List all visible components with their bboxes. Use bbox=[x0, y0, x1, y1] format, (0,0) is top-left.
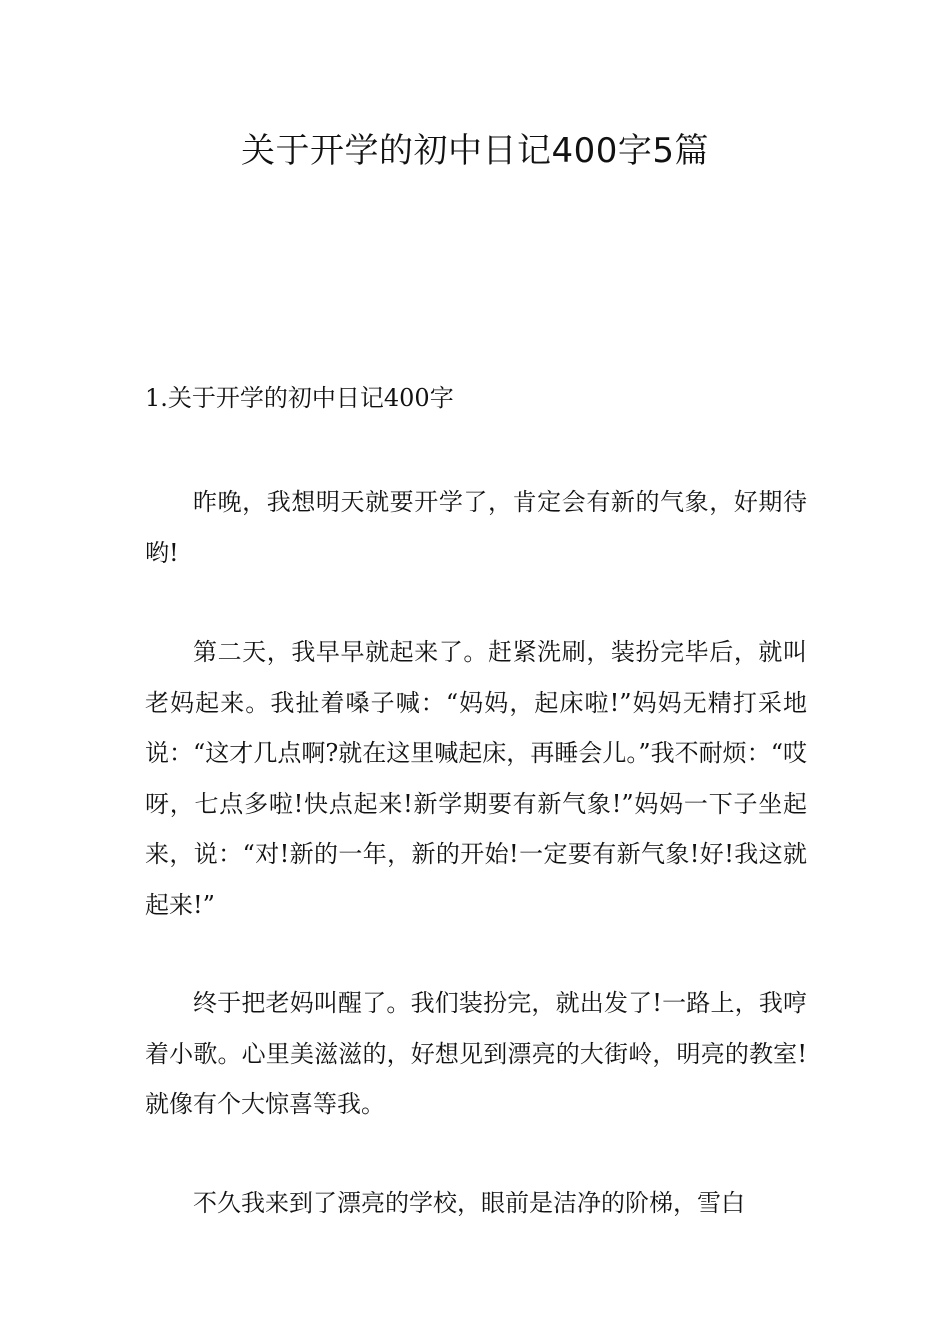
paragraph-block bbox=[145, 978, 807, 1130]
paragraph-block bbox=[145, 1178, 807, 1229]
paragraph-1: 昨晚，我想明天就要开学了，肯定会有新的气象，好期待哟! bbox=[145, 488, 807, 567]
paragraph-2: 第二天，我早早就起来了。赶紧洗刷，装扮完毕后，就叫老妈起来。我扯着嗓子喊：“妈妈，起床啦!”妈妈无精打采地说：“这才几点啊?就在这里喊起床，再睡会儿。”我不耐烦：“哎呀，七点多啦!快点起来!新学期要有新气象!”妈妈一下子坐起来，说：“对!新的一年，新的开始!一定要有新气象!好!我这就起来!” bbox=[145, 638, 807, 919]
paragraph-block bbox=[145, 477, 807, 578]
section-heading: 1.关于开学的初中日记400字 bbox=[145, 384, 454, 412]
paragraph-block bbox=[145, 627, 807, 930]
paragraph-4: 不久我来到了漂亮的学校，眼前是洁净的阶梯，雪白 bbox=[193, 1189, 745, 1217]
document-title: 关于开学的初中日记400字5篇 bbox=[240, 131, 710, 171]
paragraph-3: 终于把老妈叫醒了。我们装扮完，就出发了!一路上，我哼着小歌。心里美滋滋的，好想见到漂亮的大街岭，明亮的教室!就像有个大惊喜等我。 bbox=[145, 989, 807, 1118]
